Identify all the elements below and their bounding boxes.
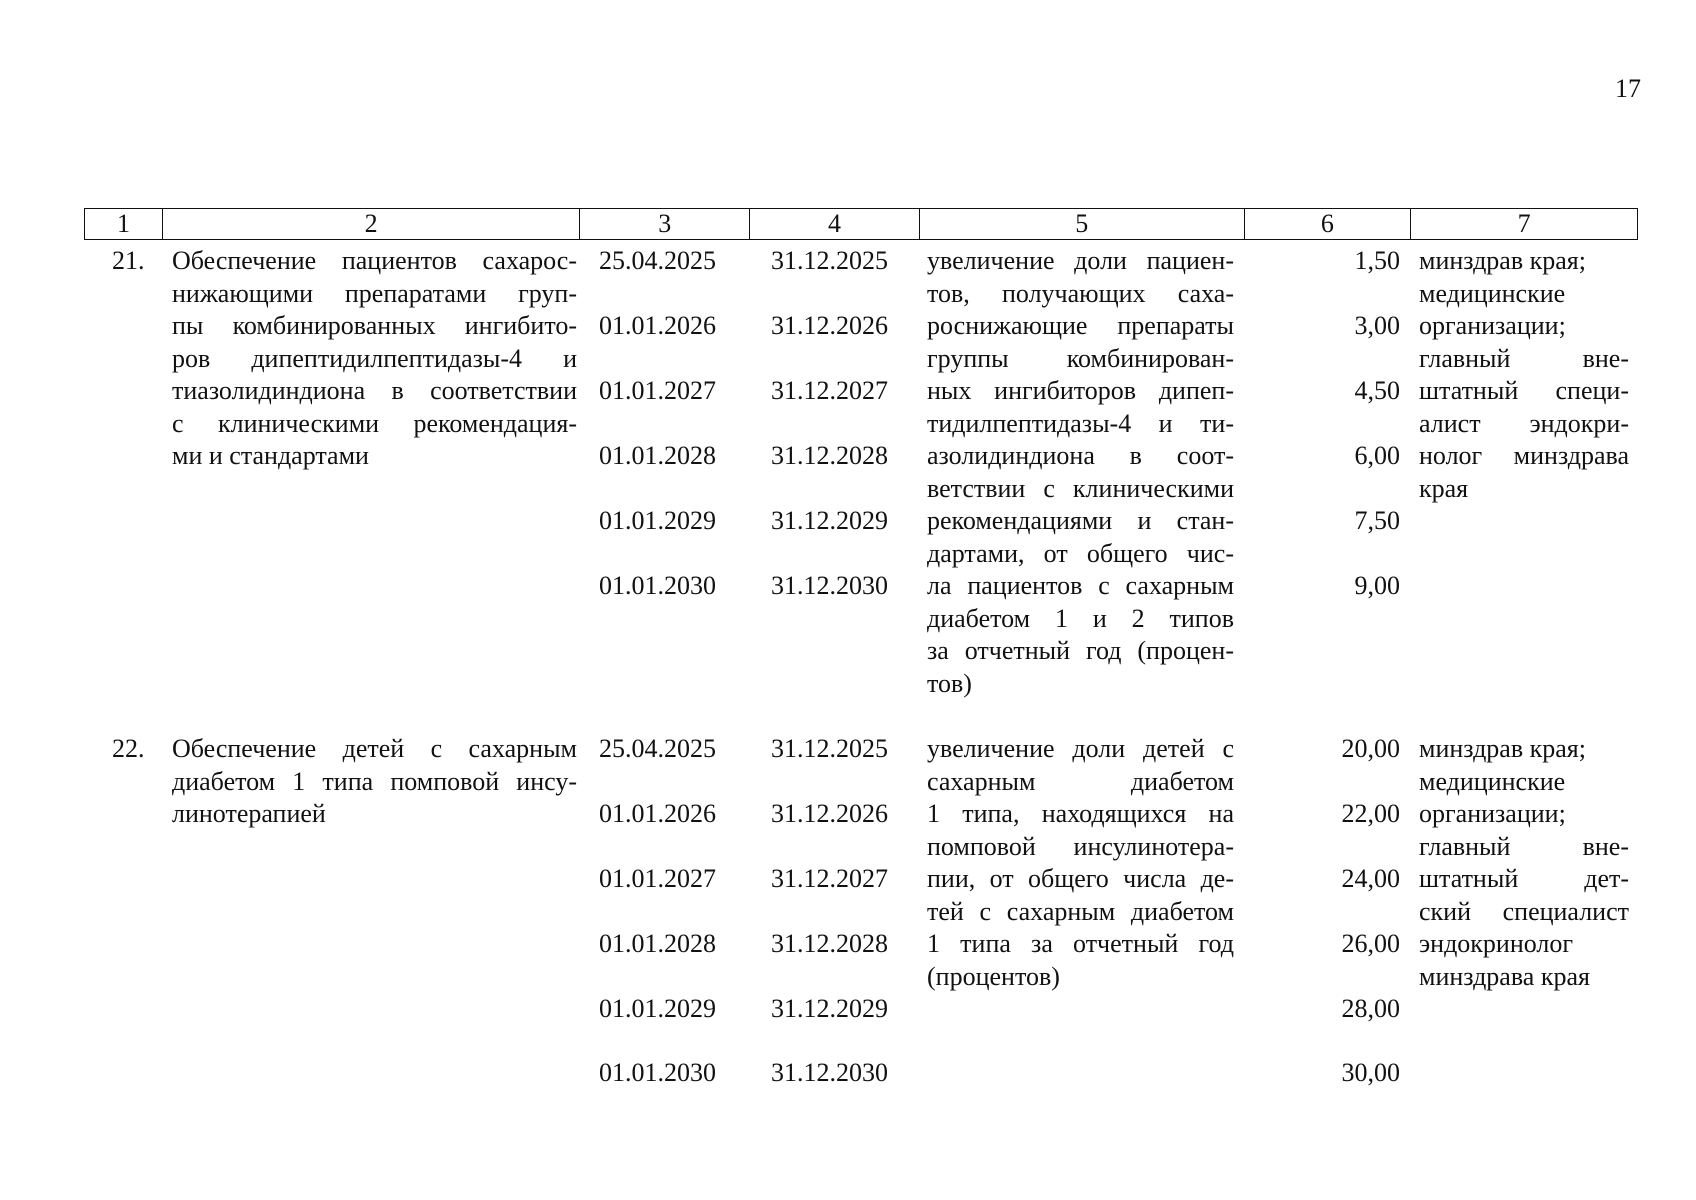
indicator-value: 20,00 bbox=[1341, 734, 1400, 763]
row-number: 21. bbox=[112, 246, 145, 275]
responsible-line: главный вне- bbox=[1419, 343, 1629, 373]
period-row bbox=[84, 440, 1638, 473]
start-date: 01.01.2028 bbox=[599, 929, 716, 958]
indicator-line: 1 типа, находящихся на bbox=[927, 799, 1234, 828]
responsible-line: штатный дет- bbox=[1419, 864, 1629, 893]
end-date: 31.12.2029 bbox=[771, 994, 888, 1023]
indicator-line: тидилпептидазы-4 и ти- bbox=[927, 408, 1234, 438]
page-number: 17 bbox=[1615, 74, 1641, 103]
indicator-value: 30,00 bbox=[1341, 1058, 1400, 1087]
responsible-line: минздрав края; bbox=[1419, 734, 1586, 763]
measure-title bbox=[172, 245, 577, 473]
measure-title-line: диабетом 1 типа помповой инсу- bbox=[172, 766, 577, 796]
header-cell-1: 1 bbox=[85, 209, 163, 239]
header-cell-4: 4 bbox=[750, 209, 920, 239]
end-date: 31.12.2026 bbox=[771, 799, 888, 828]
indicator-line: 1 типа за отчетный год bbox=[927, 929, 1234, 958]
header-cell-3: 3 bbox=[580, 209, 750, 239]
indicator-line: роснижающие препараты bbox=[927, 311, 1234, 340]
start-date: 01.01.2029 bbox=[599, 994, 716, 1023]
indicator-value: 9,00 bbox=[1354, 571, 1400, 600]
period-row bbox=[84, 863, 1638, 896]
responsible-line: алист эндокри- bbox=[1419, 408, 1629, 438]
indicator-value: 28,00 bbox=[1341, 994, 1400, 1023]
measure-title-line: с клиническими рекомендация- bbox=[172, 408, 577, 438]
period-row bbox=[84, 928, 1638, 961]
measure-title-line: Обеспечение пациентов сахарос- bbox=[172, 246, 577, 275]
indicator-line: диабетом 1 и 2 типов bbox=[927, 603, 1234, 633]
start-date: 01.01.2026 bbox=[599, 799, 716, 828]
measure-title-line: ров дипептидилпептидазы-4 и bbox=[172, 343, 577, 373]
header-cell-2: 2 bbox=[163, 209, 580, 239]
end-date: 31.12.2025 bbox=[771, 246, 888, 275]
start-date: 01.01.2030 bbox=[599, 571, 716, 600]
start-date: 01.01.2026 bbox=[599, 311, 716, 340]
indicator-description bbox=[927, 245, 1234, 700]
header-cell-5: 5 bbox=[920, 209, 1245, 239]
responsible-line: ский специалист bbox=[1419, 896, 1629, 926]
indicator-line: рекомендациями и стан- bbox=[927, 506, 1234, 535]
indicator-line: тов, получающих саха- bbox=[927, 278, 1234, 308]
end-date: 31.12.2025 bbox=[771, 734, 888, 763]
responsible-line: эндокринолог bbox=[1419, 929, 1574, 958]
start-date: 01.01.2028 bbox=[599, 441, 716, 470]
end-date: 31.12.2028 bbox=[771, 929, 888, 958]
indicator-line: сахарным диабетом bbox=[927, 766, 1234, 796]
responsible-line: края bbox=[1419, 473, 1469, 503]
indicator-value: 22,00 bbox=[1341, 799, 1400, 828]
indicator-value: 3,00 bbox=[1354, 311, 1400, 340]
period-row bbox=[84, 733, 1638, 766]
end-date: 31.12.2029 bbox=[771, 506, 888, 535]
start-date: 01.01.2027 bbox=[599, 864, 716, 893]
table-header-row bbox=[84, 208, 1638, 240]
responsible-line: минздрав края; bbox=[1419, 246, 1586, 275]
header-cell-6: 6 bbox=[1245, 209, 1412, 239]
indicator-line: ных ингибиторов дипеп- bbox=[927, 376, 1234, 405]
row-number: 22. bbox=[112, 734, 145, 763]
start-date: 25.04.2025 bbox=[599, 246, 716, 275]
indicator-value: 1,50 bbox=[1354, 246, 1400, 275]
end-date: 31.12.2028 bbox=[771, 441, 888, 470]
responsible-line: медицинские bbox=[1419, 278, 1566, 308]
period-row bbox=[84, 310, 1638, 343]
indicator-line: (процентов) bbox=[927, 961, 1060, 991]
period-row bbox=[84, 505, 1638, 538]
responsible-line: нолог минздрава bbox=[1419, 441, 1629, 470]
indicator-value: 7,50 bbox=[1354, 506, 1400, 535]
responsible-line: медицинские bbox=[1419, 766, 1566, 796]
period-row bbox=[84, 993, 1638, 1026]
indicator-line: ветствии с клиническими bbox=[927, 473, 1234, 503]
indicator-line: азолидиндиона в соот- bbox=[927, 441, 1234, 470]
measure-title-line: ми и стандартами bbox=[172, 441, 369, 470]
responsible-executors bbox=[1419, 245, 1629, 505]
end-date: 31.12.2026 bbox=[771, 311, 888, 340]
header-cell-7: 7 bbox=[1517, 209, 1531, 238]
period-row bbox=[84, 245, 1638, 278]
end-date: 31.12.2030 bbox=[771, 571, 888, 600]
indicator-line: тов) bbox=[927, 668, 972, 698]
indicator-value: 24,00 bbox=[1341, 864, 1400, 893]
start-date: 01.01.2027 bbox=[599, 376, 716, 405]
period-row bbox=[84, 1057, 1638, 1090]
indicator-value: 26,00 bbox=[1341, 929, 1400, 958]
indicator-line: увеличение доли детей с bbox=[927, 734, 1234, 763]
indicator-line: пии, от общего числа де- bbox=[927, 864, 1234, 893]
indicator-value: 4,50 bbox=[1354, 376, 1400, 405]
measure-title-line: нижающими препаратами груп- bbox=[172, 278, 577, 308]
measure-title-line: Обеспечение детей с сахарным bbox=[172, 734, 577, 763]
indicator-value: 6,00 bbox=[1354, 441, 1400, 470]
measure-title-line: тиазолидиндиона в соответствии bbox=[172, 376, 577, 405]
start-date: 01.01.2029 bbox=[599, 506, 716, 535]
period-row bbox=[84, 570, 1638, 603]
indicator-line: помповой инсулинотера- bbox=[927, 831, 1234, 861]
measure-title-line: линотерапией bbox=[172, 799, 326, 828]
indicator-line: ла пациентов с сахарным bbox=[927, 571, 1234, 600]
measure-title-line: пы комбинированных ингибито- bbox=[172, 311, 577, 340]
period-row bbox=[84, 798, 1638, 831]
responsible-line: организации; bbox=[1419, 799, 1566, 828]
indicator-line: дартами, от общего чис- bbox=[927, 538, 1234, 568]
indicator-line: за отчетный год (процен- bbox=[927, 636, 1234, 665]
end-date: 31.12.2027 bbox=[771, 376, 888, 405]
period-row bbox=[84, 375, 1638, 408]
responsible-executors bbox=[1419, 733, 1629, 993]
indicator-line: группы комбинирован- bbox=[927, 343, 1234, 373]
indicator-description bbox=[927, 733, 1234, 993]
end-date: 31.12.2027 bbox=[771, 864, 888, 893]
end-date: 31.12.2030 bbox=[771, 1058, 888, 1087]
start-date: 01.01.2030 bbox=[599, 1058, 716, 1087]
responsible-line: минздрава края bbox=[1419, 961, 1590, 991]
indicator-line: увеличение доли пациен- bbox=[927, 246, 1234, 275]
responsible-line: организации; bbox=[1419, 311, 1566, 340]
responsible-line: штатный специ- bbox=[1419, 376, 1629, 405]
start-date: 25.04.2025 bbox=[599, 734, 716, 763]
indicator-line: тей с сахарным диабетом bbox=[927, 896, 1234, 926]
responsible-line: главный вне- bbox=[1419, 831, 1629, 861]
